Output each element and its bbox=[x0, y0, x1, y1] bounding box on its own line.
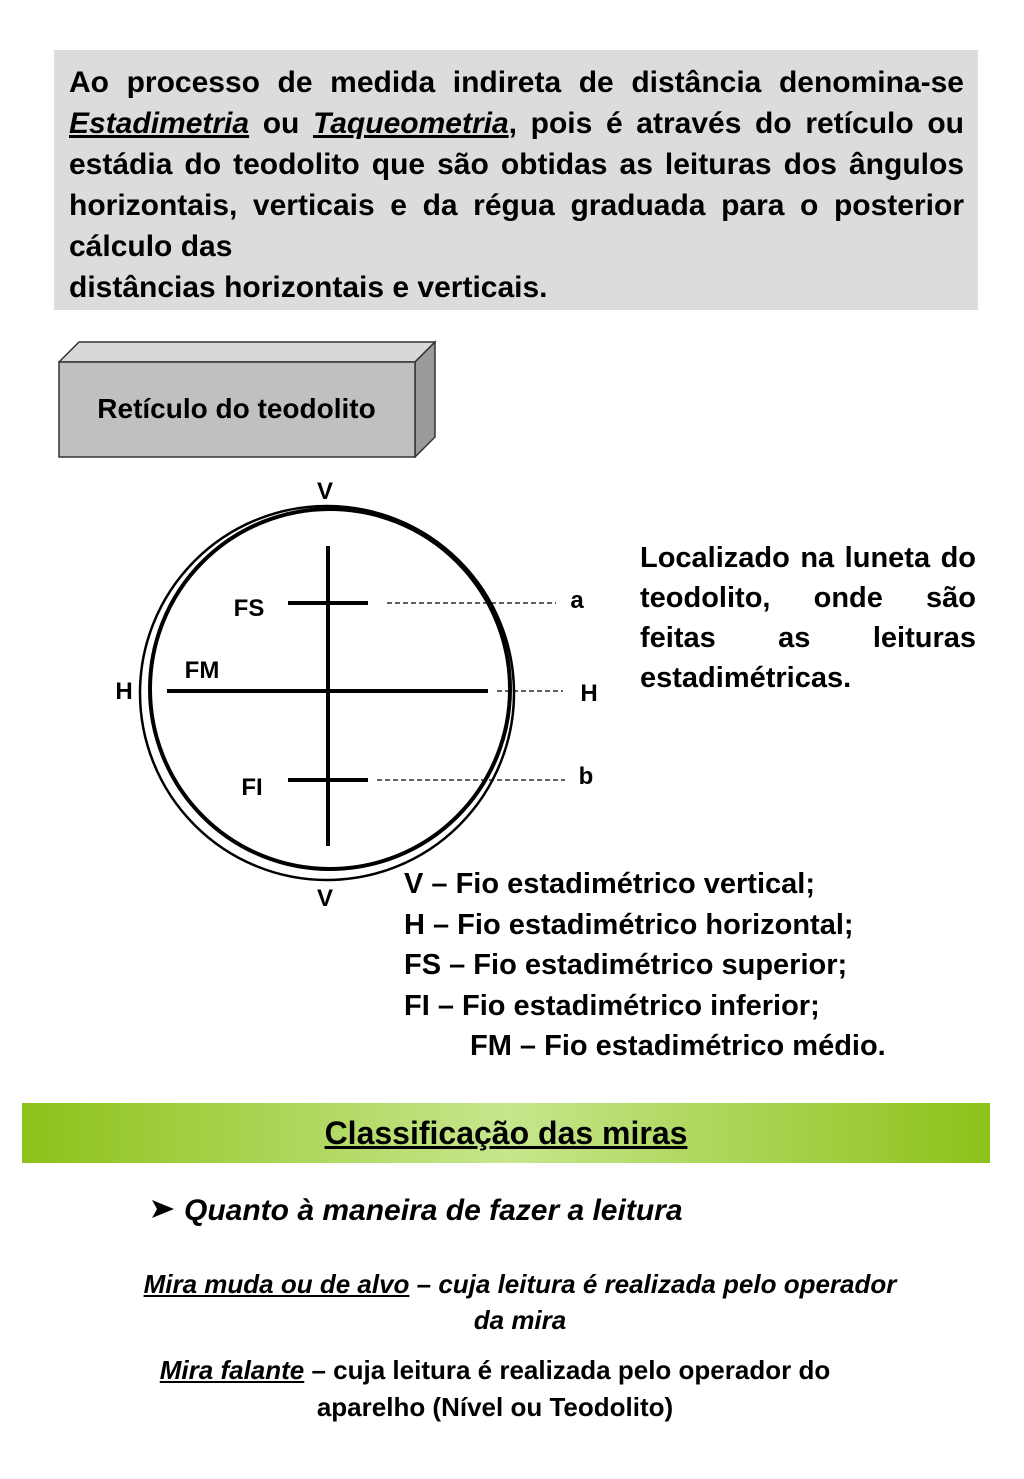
reticle-description: Localizado na luneta do teodolito, onde são feitas as leituras estadimétricas. bbox=[640, 542, 976, 694]
label-fs: FS bbox=[233, 595, 265, 622]
intro-paragraph bbox=[54, 50, 978, 310]
arrow-bullet-icon bbox=[150, 1194, 176, 1228]
bullet-item bbox=[150, 1194, 683, 1228]
term-estadimetria: Estadimetria bbox=[69, 107, 250, 140]
legend-item: FI – Fio estadimétrico inferior; bbox=[404, 989, 820, 1022]
legend-item: FS – Fio estadimétrico superior; bbox=[404, 949, 848, 981]
intro-text-last: distâncias horizontais e verticais. bbox=[69, 271, 548, 304]
legend-item: FM – Fio estadimétrico médio. bbox=[470, 1030, 886, 1062]
mira-muda-term: Mira muda ou de alvo bbox=[143, 1269, 410, 1299]
label-h-left: H bbox=[115, 678, 133, 705]
label-v-top: V bbox=[316, 478, 334, 505]
legend-item: V – Fio estadimétrico vertical; bbox=[404, 868, 815, 900]
mira-falante-desc-2: aparelho (Nível ou Teodolito) bbox=[316, 1392, 674, 1422]
reticle-title: Retículo do teodolito bbox=[97, 392, 376, 424]
label-fm: FM bbox=[184, 657, 220, 684]
mira-muda-desc-2: da mira bbox=[473, 1305, 567, 1335]
intro-text-1: Ao processo de medida indireta de distância denomina-se bbox=[69, 66, 964, 99]
section-banner bbox=[22, 1103, 990, 1163]
label-b: b bbox=[578, 763, 594, 790]
bullet-text: Quanto à maneira de fazer a leitura bbox=[184, 1194, 683, 1227]
mira-falante-item bbox=[60, 1352, 930, 1426]
label-h-right: H bbox=[580, 680, 598, 707]
section-title: Classificação das miras bbox=[324, 1114, 688, 1151]
label-a: a bbox=[570, 587, 584, 614]
legend-item: H – Fio estadimétrico horizontal; bbox=[404, 908, 854, 941]
term-taqueometria: Taqueometria bbox=[313, 107, 509, 140]
intro-text-3: , pois é através do retículo ou estádia do teodolito que são obtidas as leituras dos ângulos horizontais, verticais e da régua graduada para o posterior cálculo das bbox=[69, 107, 964, 263]
reticle-diagram bbox=[100, 470, 620, 920]
legend bbox=[404, 864, 886, 1067]
mira-falante-term: Mira falante bbox=[159, 1355, 305, 1385]
mira-falante-desc: – cuja leitura é realizada pelo operador do bbox=[304, 1355, 831, 1385]
intro-text-2: ou bbox=[249, 107, 314, 140]
label-fi: FI bbox=[241, 774, 263, 801]
label-v-bottom: V bbox=[316, 885, 334, 912]
mira-muda-item bbox=[60, 1266, 980, 1338]
mira-muda-desc: – cuja leitura é realizada pelo operador bbox=[409, 1269, 897, 1299]
